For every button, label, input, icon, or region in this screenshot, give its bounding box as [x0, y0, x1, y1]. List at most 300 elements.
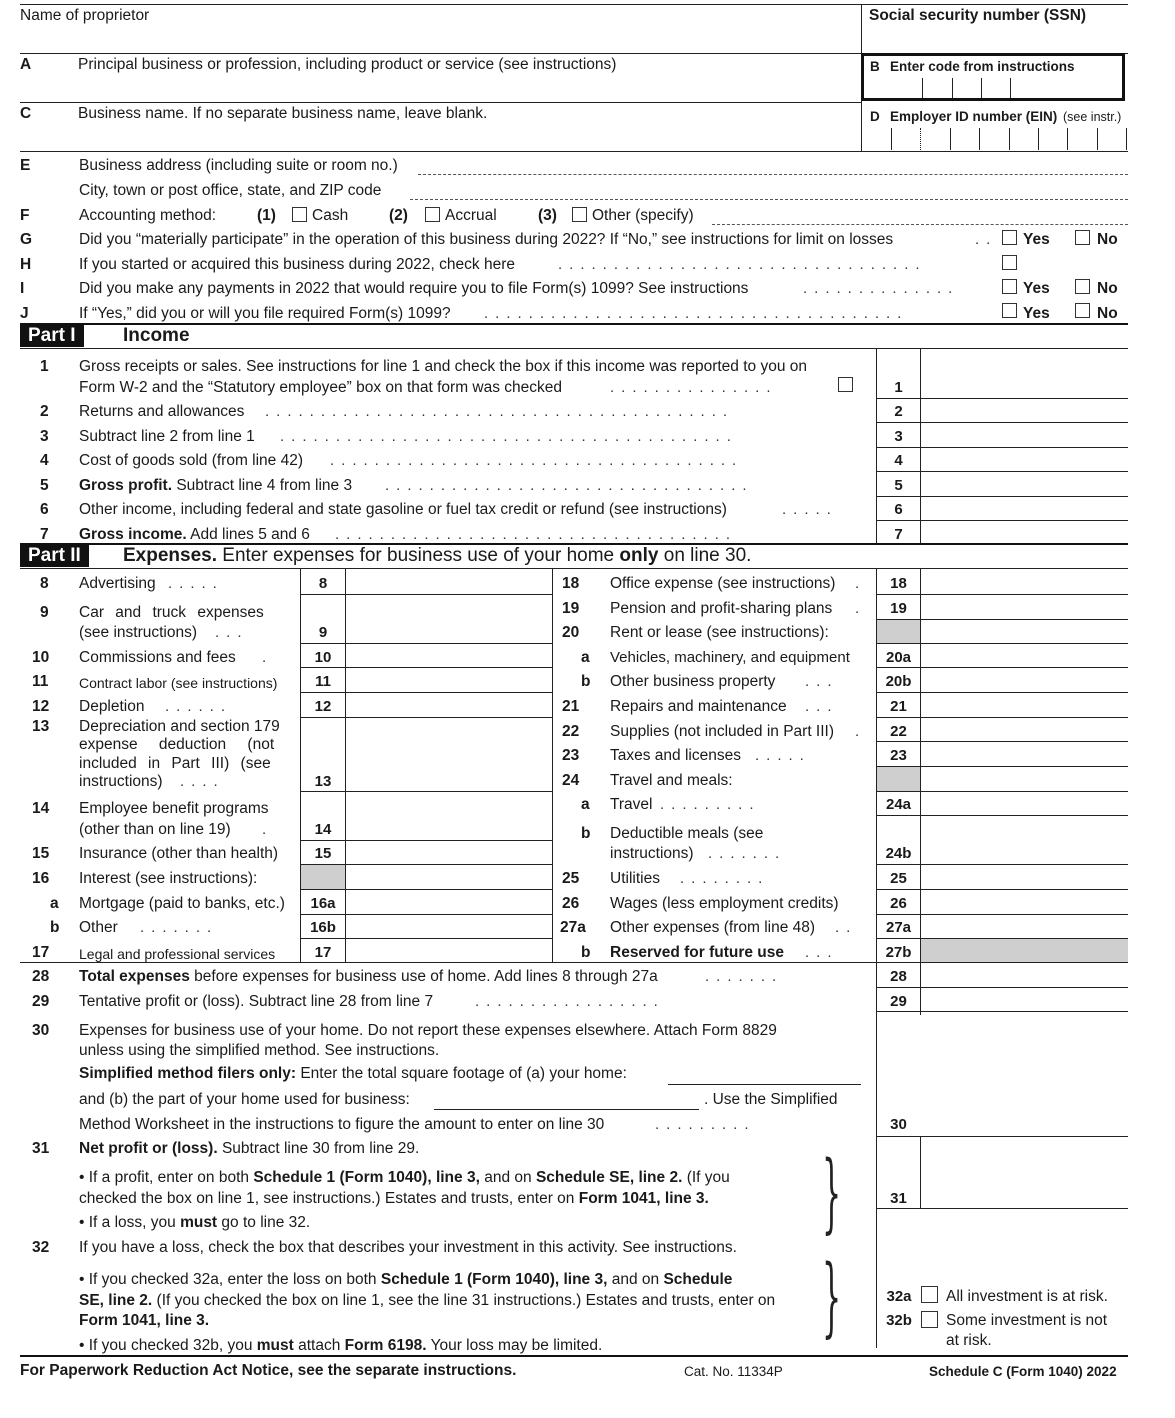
l27b-text: Reserved for future use: [610, 944, 784, 961]
l31-b3-a: • If a loss, you: [79, 1214, 176, 1231]
box-6-label: 6: [894, 501, 903, 518]
line3-rule: [876, 447, 1128, 448]
l27a-amount[interactable]: [922, 916, 1126, 936]
l31-b1-e: (If you: [686, 1169, 730, 1186]
l11-text: Contract labor (see instructions): [79, 675, 278, 691]
other-method-label: Other (specify): [592, 207, 694, 224]
l20-num: 20: [562, 624, 580, 641]
l31-text: [79, 1140, 419, 1158]
box-24b-label: 24b: [885, 845, 912, 862]
row-c-letter: C: [20, 105, 32, 122]
l14-text1: Employee benefit programs: [79, 800, 269, 817]
row-h-text: If you started or acquired this business during 2022, check here: [79, 256, 515, 273]
box-27b-label: 27b: [885, 944, 912, 961]
ein-cell-divider: [1009, 128, 1010, 150]
line7-amount[interactable]: [922, 522, 1126, 542]
l28-text: [79, 968, 658, 986]
ein-note: (see instr.): [1063, 110, 1122, 124]
box-20a-label: 20a: [885, 649, 912, 666]
l25-num: 25: [562, 870, 580, 887]
l20b-text: Other business property: [610, 673, 776, 690]
row-c-text: Business name. If no separate business name, leave blank.: [78, 105, 488, 122]
l24b-amount[interactable]: [922, 817, 1126, 862]
rule-r24a: [876, 815, 1128, 816]
acct-opt2-num: (2): [389, 207, 408, 224]
line2-num: 2: [40, 403, 49, 420]
l29-text: Tentative profit or (loss). Subtract line 28 from line 7: [79, 993, 434, 1010]
l24a-letter: a: [581, 796, 590, 813]
l31-b1-b: Schedule 1 (Form 1040), line 3,: [253, 1169, 480, 1186]
l31-bullet1-cont: [79, 1190, 709, 1208]
acct-opt1-num: (1): [257, 207, 276, 224]
l28-amount[interactable]: [922, 965, 1126, 985]
rule-31: [876, 1208, 1128, 1209]
line2-amount[interactable]: [922, 400, 1126, 420]
l11-amount[interactable]: [347, 670, 550, 690]
ein-cell-divider: [979, 128, 980, 150]
g-no-checkbox[interactable]: [1075, 230, 1090, 245]
box-27a-label: 27a: [885, 919, 912, 936]
ssn-label: Social security number (SSN): [869, 7, 1087, 24]
j-no-checkbox[interactable]: [1075, 303, 1090, 318]
l28-rest: before expenses for business use of home. Add lines 8 through 27a: [194, 968, 658, 985]
line4-num: 4: [40, 452, 49, 469]
line5-amount[interactable]: [922, 473, 1126, 493]
part1-col-mid: [920, 348, 921, 544]
l9-text2: (see instructions): [79, 624, 198, 641]
shade-r20: [877, 620, 920, 643]
l8-text: Advertising: [79, 575, 156, 592]
row-e-text2: City, town or post office, state, and ZIP code: [79, 182, 382, 199]
line2-rule: [876, 422, 1128, 423]
line1-amount[interactable]: [922, 352, 1126, 396]
l31-b2-a: checked the box on line 1, see instructions.) Estates and trusts, enter on: [79, 1190, 575, 1207]
l16a-letter: a: [50, 895, 59, 912]
l32-b1-a: • If you checked 32a, enter the loss on both: [79, 1271, 377, 1288]
ssn-field[interactable]: [866, 28, 1124, 52]
l10-amount[interactable]: [347, 645, 550, 665]
box-13-label: 13: [314, 773, 332, 790]
line4-amount[interactable]: [922, 449, 1126, 469]
line7-text: [79, 526, 310, 544]
l31-b3-c: go to line 32.: [221, 1214, 311, 1231]
l20b-letter: b: [581, 673, 591, 690]
l29-num: 29: [32, 993, 50, 1010]
rule-r24b: [876, 864, 1128, 865]
name-label: Name of proprietor: [20, 7, 150, 24]
l31-b1-a: • If a profit, enter on both: [79, 1169, 250, 1186]
l25-amount[interactable]: [922, 866, 1126, 887]
line5-text: [79, 477, 352, 495]
statutory-employee-checkbox[interactable]: [838, 377, 853, 392]
l31-rest: Subtract line 30 from line 29.: [221, 1140, 420, 1157]
l27a-text: Other expenses (from line 48): [610, 919, 816, 936]
l30-amount[interactable]: [922, 1013, 1126, 1134]
l18-num: 18: [562, 575, 580, 592]
cash-checkbox[interactable]: [292, 207, 307, 222]
line4-text: Cost of goods sold (from line 42): [79, 452, 303, 469]
l23-num: 23: [562, 747, 580, 764]
rule-r20: [876, 643, 1128, 644]
accounting-label: Accounting method:: [79, 207, 217, 224]
l13-text3: included in Part III) (see: [79, 755, 271, 772]
rule-28: [876, 987, 1128, 988]
l32b-text1: Some investment is not: [946, 1312, 1108, 1329]
ein-cell-divider: [920, 128, 921, 150]
l19-amount[interactable]: [922, 596, 1126, 617]
l32-bullet1: [79, 1271, 732, 1289]
l32-bullet2: [79, 1337, 602, 1355]
row-c-rule: [20, 102, 861, 103]
box-4-label: 4: [894, 452, 903, 469]
code-b-letter: B: [870, 59, 880, 74]
ein-label: Employer ID number (EIN): [890, 109, 1058, 124]
j-yes-checkbox[interactable]: [1002, 303, 1017, 318]
l31-num: 31: [32, 1140, 50, 1157]
l32-b4-a: • If you checked 32b, you: [79, 1337, 253, 1354]
line7-bold: Gross income.: [79, 526, 187, 543]
row-e-rule: [20, 151, 1128, 152]
city-line[interactable]: [410, 199, 1128, 200]
row-e-letter: E: [20, 157, 31, 174]
l13-text1: Depreciation and section 179: [79, 718, 280, 735]
l29-amount[interactable]: [922, 989, 1126, 1009]
l20a-letter: a: [581, 649, 590, 666]
part2-label: Part II: [20, 545, 89, 567]
l23-amount[interactable]: [922, 743, 1126, 764]
business-sqft-line[interactable]: [434, 1109, 699, 1110]
acct-opt3-num: (3): [538, 207, 557, 224]
box-10-label: 10: [314, 649, 332, 666]
l32a-text: All investment is at risk.: [946, 1288, 1108, 1305]
rule-r21: [876, 717, 1128, 718]
l30-text6: Method Worksheet in the instructions to figure the amount to enter on line 30: [79, 1116, 605, 1133]
l14-num: 14: [32, 800, 50, 817]
box-20b-label: 20b: [885, 673, 912, 690]
l27a-num: 27a: [560, 919, 586, 936]
footer-rule: [20, 1355, 1128, 1357]
rule-r20a: [876, 667, 1128, 668]
footer-notice: For Paperwork Reduction Act Notice, see the separate instructions.: [20, 1362, 517, 1379]
l11-num: 11: [32, 673, 49, 690]
row-g-text: Did you “materially participate” in the operation of this business during 2022? If “No,” see instructions for limit on losses: [79, 231, 894, 248]
principal-business-field[interactable]: [78, 76, 856, 98]
l22-text: Supplies (not included in Part III): [610, 723, 835, 740]
l31-b1-d: Schedule SE, line 2.: [535, 1169, 683, 1186]
l17-amount[interactable]: [347, 940, 550, 960]
row-a-letter: A: [20, 56, 32, 73]
l12-num: 12: [32, 698, 50, 715]
l20-text: Rent or lease (see instructions):: [610, 624, 829, 641]
l32-num: 32: [32, 1239, 50, 1256]
box-29-label: 29: [890, 993, 907, 1010]
box-16a-label: 16a: [310, 895, 336, 912]
l31-bold: Net profit or (loss).: [79, 1140, 218, 1157]
ein-cell-divider: [950, 128, 951, 150]
l32-b4-b: must: [256, 1337, 294, 1354]
box-22-label: 22: [890, 723, 907, 740]
line7-num: 7: [40, 526, 49, 543]
l32-b1-c: and on: [611, 1271, 660, 1288]
part2-title-bold: Expenses.: [123, 545, 217, 566]
l31-brace-icon: }: [822, 1143, 842, 1243]
row-i-letter: I: [20, 280, 25, 297]
rule-l9: [300, 643, 552, 644]
l32-b2-b: (If you checked the box on line 1, see the line 31 instructions.) Estates and trusts, enter on: [156, 1292, 776, 1309]
l32-b4-d: Form 6198.: [344, 1337, 427, 1354]
footer-cat: Cat. No. 11334P: [684, 1364, 783, 1379]
box-3-label: 3: [894, 428, 903, 445]
rule-l8: [300, 594, 552, 595]
line5-num: 5: [40, 477, 49, 494]
rule-l12: [300, 717, 552, 718]
l12-amount[interactable]: [347, 694, 550, 715]
rule-29: [876, 1011, 1128, 1012]
box-30-label: 30: [890, 1116, 907, 1133]
business-name-field[interactable]: [78, 125, 856, 147]
l30-text1: Expenses for business use of your home. Do not report these expenses elsewhere. Attach Form 8829: [79, 1022, 777, 1039]
rule-l13: [300, 791, 552, 792]
line2-text: Returns and allowances: [79, 403, 245, 420]
l24a-amount[interactable]: [922, 793, 1126, 813]
ein-d-letter: D: [870, 109, 880, 124]
cash-label: Cash: [312, 207, 349, 224]
line3-num: 3: [40, 428, 49, 445]
ein-cell-divider: [1126, 128, 1127, 150]
rule-r26: [876, 914, 1128, 915]
l30-bold: Simplified method filers only:: [79, 1065, 297, 1082]
l25-text: Utilities: [610, 870, 660, 887]
l21-amount[interactable]: [922, 694, 1126, 715]
code-label: Enter code from instructions: [890, 59, 1075, 74]
i-yes-checkbox[interactable]: [1002, 279, 1017, 294]
part2-title: [123, 545, 751, 567]
rule-l14: [300, 840, 552, 841]
g-no-label: No: [1097, 231, 1118, 248]
l15-amount[interactable]: [347, 842, 550, 862]
not-at-risk-32b-checkbox[interactable]: [921, 1311, 938, 1328]
l16-num: 16: [32, 870, 50, 887]
code-cell-divider: [1010, 78, 1011, 98]
line6-amount[interactable]: [922, 498, 1126, 518]
box-23-label: 23: [890, 747, 907, 764]
l8-amount[interactable]: [347, 571, 550, 592]
l10-text: Commissions and fees: [79, 649, 236, 666]
line6-text: Other income, including federal and state gasoline or fuel tax credit or refund (see instructions): [79, 501, 727, 518]
l13-text2: expense deduction (not: [79, 736, 275, 753]
box-19-label: 19: [890, 600, 907, 617]
g-yes-checkbox[interactable]: [1002, 230, 1017, 245]
l16-text: Interest (see instructions):: [79, 870, 258, 887]
ein-cell-divider: [891, 128, 892, 150]
l32-bullet1-cont: [79, 1292, 775, 1310]
accrual-checkbox[interactable]: [425, 207, 440, 222]
at-risk-32a-checkbox[interactable]: [921, 1286, 938, 1303]
l31-b1-c: and on: [484, 1169, 532, 1186]
l20a-text: Vehicles, machinery, and equipment: [610, 649, 850, 666]
l32-b1-d: Schedule: [663, 1271, 733, 1288]
rule-r20b: [876, 692, 1128, 693]
box-18-label: 18: [890, 575, 907, 592]
l14-text2: (other than on line 19): [79, 821, 231, 838]
rule-30: [876, 1136, 1128, 1137]
l26-amount[interactable]: [922, 891, 1126, 912]
l23-text: Taxes and licenses: [610, 747, 741, 764]
l13-amount[interactable]: [347, 719, 550, 789]
part2-title-text2: on line 30.: [663, 545, 752, 566]
l13-text4: instructions): [79, 773, 163, 790]
line5-bold: Gross profit.: [79, 477, 173, 494]
box-25-label: 25: [890, 870, 907, 887]
rule-l16b: [300, 938, 552, 939]
row-j-letter: J: [20, 305, 29, 322]
l10-num: 10: [32, 649, 50, 666]
l30-rest: Enter the total square footage of (a) your home:: [300, 1065, 627, 1082]
l30-text4: and (b) the part of your home used for business:: [79, 1091, 410, 1108]
rule-r24: [876, 791, 1128, 792]
box-14-label: 14: [314, 821, 332, 838]
ein-cell-divider: [1097, 128, 1098, 150]
l17-text: Legal and professional services: [79, 946, 276, 962]
l26-num: 26: [562, 895, 580, 912]
name-field[interactable]: [20, 28, 855, 52]
shade-l16: [301, 865, 345, 889]
line1-num: 1: [40, 358, 49, 375]
top-rule: [20, 4, 1128, 5]
part2-title-text1: Enter expenses for business use of your home: [222, 545, 615, 566]
line4-rule: [876, 471, 1128, 472]
row-a-text: Principal business or profession, including product or service (see instructions): [78, 56, 617, 73]
part1-title: Income: [123, 325, 190, 346]
box-5-label: 5: [894, 477, 903, 494]
l13-num: 13: [32, 718, 50, 735]
box-32b-label: 32b: [886, 1312, 912, 1329]
box-11-label: 11: [315, 673, 331, 690]
rule-l10: [300, 667, 552, 668]
l14-amount[interactable]: [347, 793, 550, 838]
line1-text2: Form W-2 and the “Statutory employee” box on that form was checked: [79, 379, 563, 396]
l15-text: Insurance (other than health): [79, 845, 279, 862]
l31-amount[interactable]: [922, 1138, 1126, 1206]
part1-label: Part I: [20, 325, 84, 347]
box-1-label: 1: [894, 379, 903, 396]
box-31-label: 31: [890, 1190, 907, 1207]
l16a-amount[interactable]: [347, 891, 550, 912]
l32-text: If you have a loss, check the box that describes your investment in this activity. See instructions.: [79, 1239, 737, 1256]
code-cell-divider: [981, 78, 982, 98]
box-26-label: 26: [890, 895, 907, 912]
line3-amount[interactable]: [922, 424, 1126, 444]
l27b-letter: b: [581, 944, 591, 961]
l32-b4-e: Your loss may be limited.: [430, 1337, 603, 1354]
part1-header-rule: [20, 348, 1128, 349]
footer-form: Schedule C (Form 1040) 2022: [929, 1364, 1117, 1379]
address-line[interactable]: [418, 174, 1128, 175]
row-h-letter: H: [20, 256, 32, 273]
l8-num: 8: [40, 575, 49, 592]
l20a-amount[interactable]: [922, 645, 1126, 665]
rule-l11: [300, 692, 552, 693]
part2-header-rule: [20, 568, 1128, 569]
j-no-label: No: [1097, 305, 1118, 322]
l21-text: Repairs and maintenance: [610, 698, 787, 715]
code-cell-divider: [922, 78, 923, 98]
l18-text: Office expense (see instructions): [610, 575, 836, 592]
box-7-label: 7: [894, 526, 903, 543]
l32-bullet1-end: Form 1041, line 3.: [79, 1312, 210, 1329]
box-17-label: 17: [314, 944, 332, 961]
line7-rest: Add lines 5 and 6: [190, 526, 310, 543]
rule-l16: [300, 889, 552, 890]
l18-amount[interactable]: [922, 571, 1126, 592]
l9-amount[interactable]: [347, 596, 550, 641]
ein-field[interactable]: [862, 126, 1127, 150]
box-21-label: 21: [890, 698, 907, 715]
home-sqft-line[interactable]: [668, 1084, 861, 1085]
l19-text: Pension and profit-sharing plans: [610, 600, 833, 617]
box-2-label: 2: [894, 403, 903, 420]
other-method-line[interactable]: [712, 224, 1128, 225]
l32-b2-a: SE, line 2.: [79, 1292, 153, 1309]
l16b-amount[interactable]: [347, 916, 550, 936]
left-col-num-right: [345, 568, 346, 962]
l17-num: 17: [32, 944, 50, 961]
rule-r18: [876, 594, 1128, 595]
accrual-label: Accrual: [445, 207, 497, 224]
row-i-text: Did you make any payments in 2022 that would require you to file Form(s) 1099? See instructions: [79, 280, 749, 297]
line6-num: 6: [40, 501, 49, 518]
i-no-checkbox[interactable]: [1075, 279, 1090, 294]
l16b-letter: b: [50, 919, 60, 936]
box-15-label: 15: [314, 845, 332, 862]
box-28-label: 28: [890, 968, 907, 985]
col-31: [920, 1136, 921, 1208]
i-no-label: No: [1097, 280, 1118, 297]
l30-text3: [79, 1065, 627, 1083]
j-yes-label: Yes: [1023, 305, 1050, 322]
code-cell-divider: [952, 78, 953, 98]
other-method-checkbox[interactable]: [572, 207, 587, 222]
line3-text: Subtract line 2 from line 1: [79, 428, 255, 445]
l16a-text: Mortgage (paid to banks, etc.): [79, 895, 285, 912]
h-checkbox[interactable]: [1002, 255, 1017, 270]
ein-cell-divider: [1038, 128, 1039, 150]
l24-text: Travel and meals:: [610, 772, 733, 789]
i-yes-label: Yes: [1023, 280, 1050, 297]
l22-num: 22: [562, 723, 580, 740]
l24b-letter: b: [581, 825, 591, 842]
box-9-label: 9: [318, 624, 328, 641]
line1-rule: [876, 398, 1128, 399]
l22-amount[interactable]: [922, 719, 1126, 739]
part2-title-only: only: [619, 545, 659, 566]
rule-r25: [876, 889, 1128, 890]
l20b-amount[interactable]: [922, 670, 1126, 690]
l24-num: 24: [562, 772, 580, 789]
box-12-label: 12: [314, 698, 332, 715]
l16b-text: Other: [79, 919, 118, 936]
l28-bold: Total expenses: [79, 968, 190, 985]
l19-num: 19: [562, 600, 580, 617]
ein-cell-divider: [1067, 128, 1068, 150]
left-col-amount-right: [552, 568, 553, 962]
g-yes-label: Yes: [1023, 231, 1050, 248]
l21-num: 21: [562, 698, 580, 715]
l31-b2-b: Form 1041, line 3.: [578, 1190, 709, 1207]
l31-bullet2: [79, 1214, 310, 1232]
l31-bullet1: [79, 1169, 730, 1187]
row-j-text: If “Yes,” did you or will you file required Form(s) 1099?: [79, 305, 451, 322]
